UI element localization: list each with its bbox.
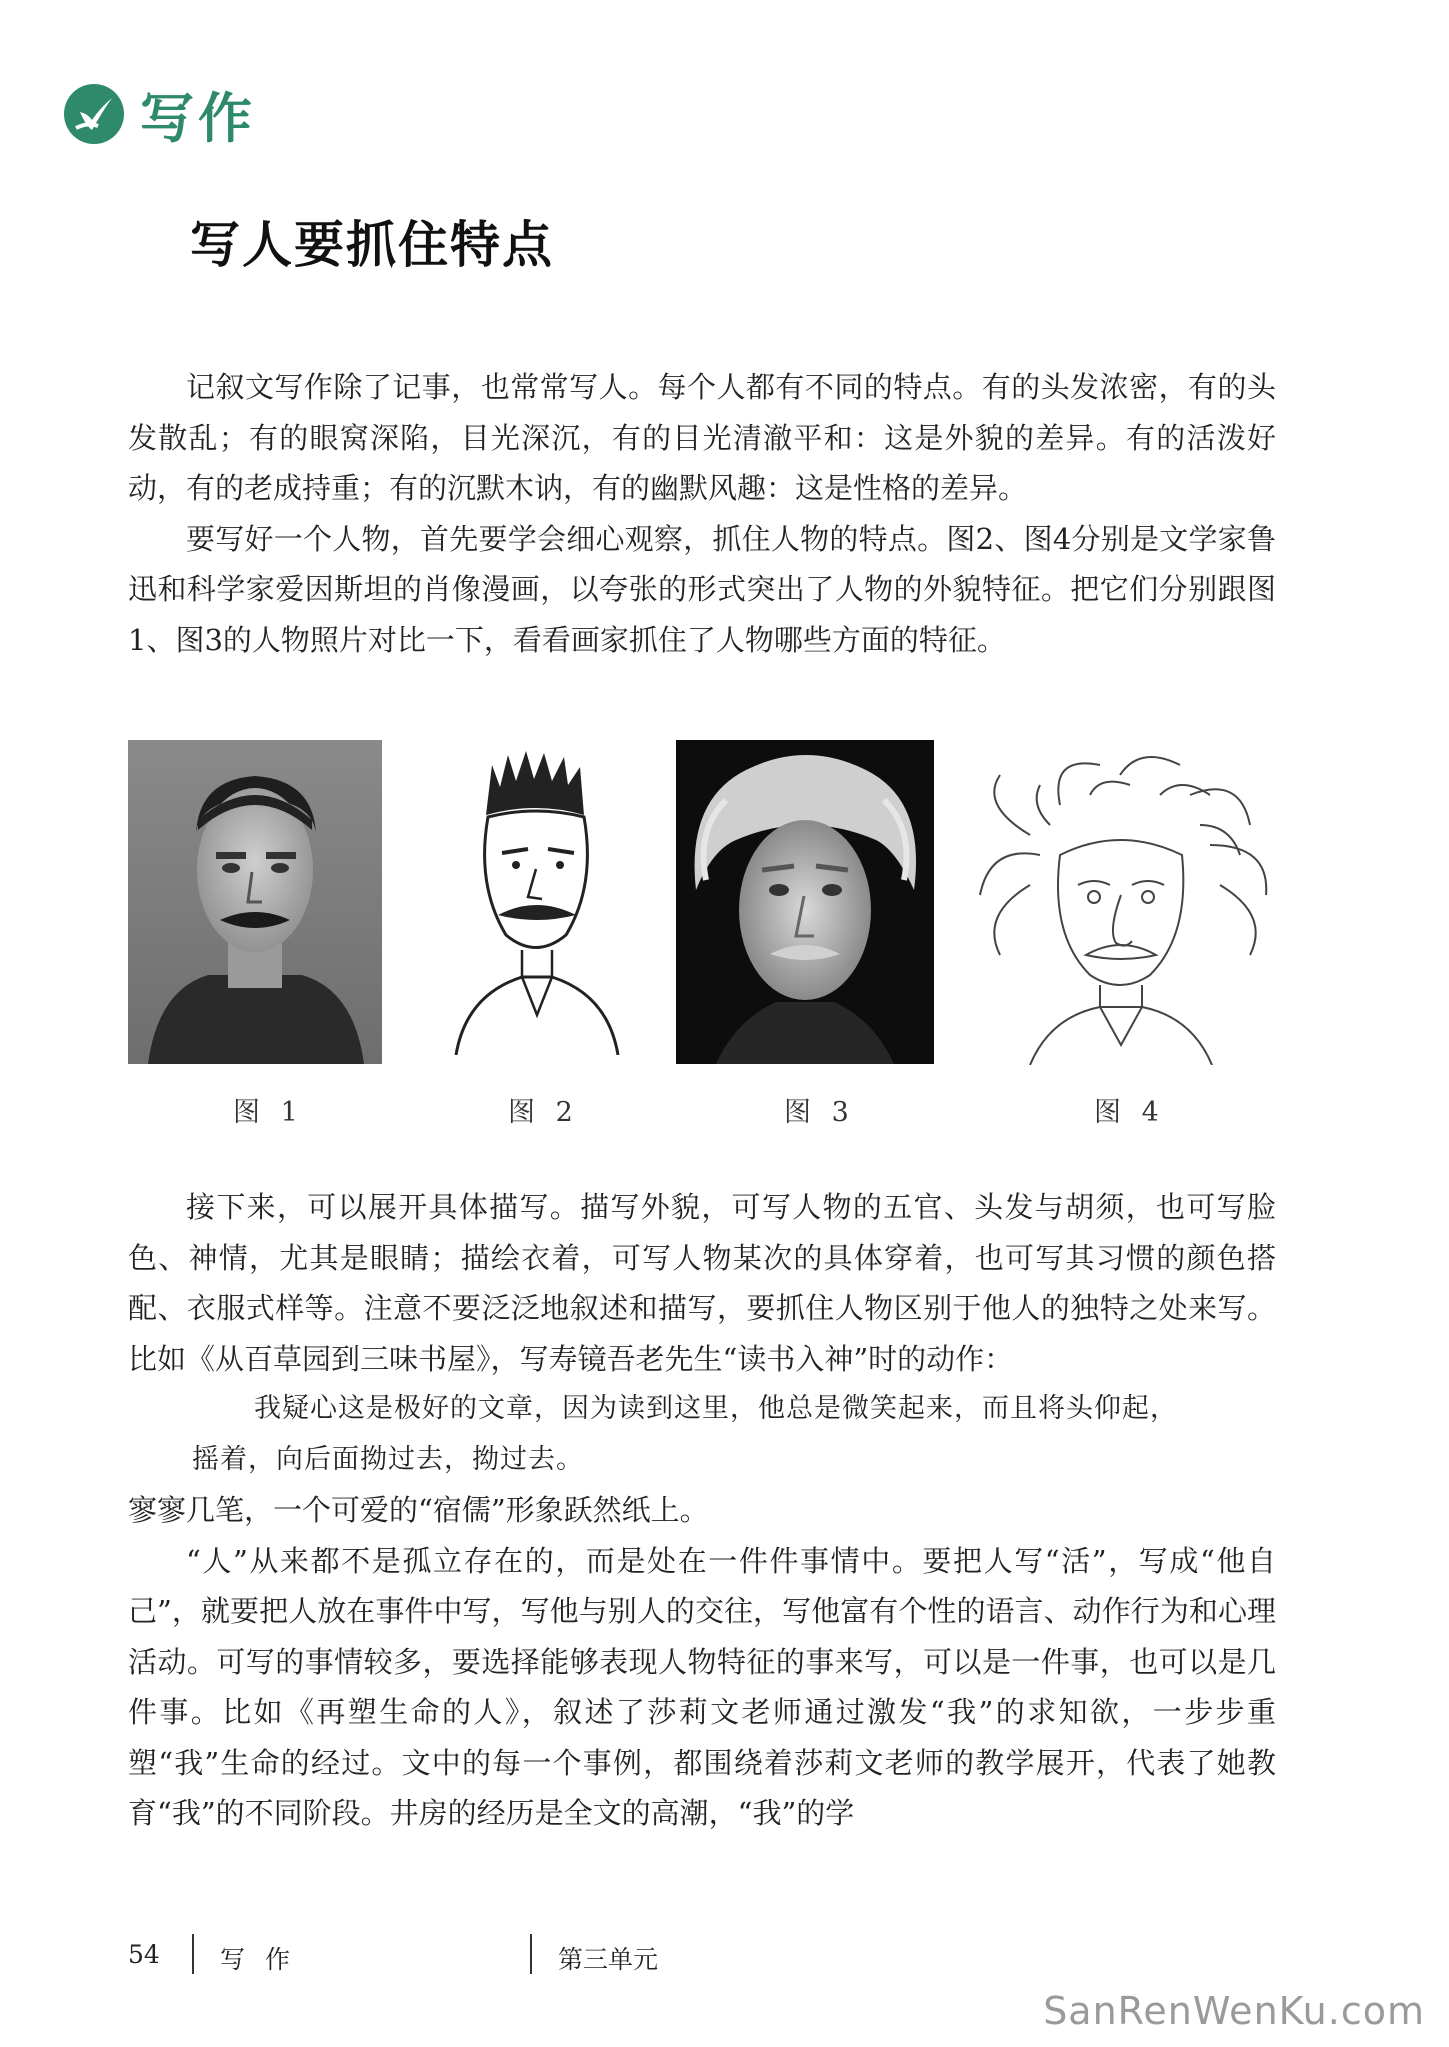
footer-divider bbox=[530, 1934, 532, 1974]
intro-text bbox=[128, 362, 1276, 665]
figure-1-photo bbox=[128, 740, 382, 1064]
footer-section: 写 作 bbox=[220, 1945, 296, 1974]
section-header bbox=[62, 74, 256, 154]
footer-unit: 第三单元 bbox=[558, 1945, 659, 1974]
block-quote bbox=[128, 1384, 1276, 1485]
figure-2-caption: 图 2 bbox=[508, 1097, 579, 1128]
watermark: SanRenWenKu.com bbox=[1043, 1989, 1425, 2033]
detail-paragraph-1: 接下来，可以展开具体描写。描写外貌，可写人物的五官、头发与胡须，也可写脸色、神情，尤其是眼睛；描绘衣着，可写人物某次的具体穿着，也可写其习惯的颜色搭配、衣服式样等。注意不要泛泛地叙述和描写，要抓住人物区别于他人的独特之处来写。比如《从百草园到三味书屋》，写寿镜吾老先生“读书入神”时的动作： bbox=[128, 1190, 1276, 1376]
intro-paragraph-2: 要写好一个人物，首先要学会细心观察，抓住人物的特点。图2、图4分别是文学家鲁迅和科学家爱因斯坦的肖像漫画，以夸张的形式突出了人物的外貌特征。把它们分别跟图1、图3的人物照片对比一下，看看画家抓住了人物哪些方面的特征。 bbox=[128, 521, 1276, 657]
section-title: 写作 bbox=[140, 86, 256, 150]
figure-4-caption: 图 4 bbox=[1094, 1097, 1165, 1128]
figure-2-caricature bbox=[436, 745, 636, 1055]
figure-4-caricature bbox=[970, 745, 1276, 1065]
footer-divider bbox=[192, 1934, 194, 1974]
writing-section-logo-icon bbox=[62, 82, 126, 146]
page-number: 54 bbox=[128, 1940, 160, 1969]
quote-line-1: 我疑心这是极好的文章，因为读到这里，他总是微笑起来，而且将头仰起， bbox=[254, 1393, 1178, 1424]
quote-line-2: 摇着，向后面拗过去，拗过去。 bbox=[192, 1443, 584, 1475]
figure-3-photo bbox=[676, 740, 934, 1064]
figure-1-caption: 图 1 bbox=[233, 1097, 304, 1128]
detail-paragraph-3: “人”从来都不是孤立存在的，而是处在一件件事情中。要把人写“活”，写成“他自己”，就要把人放在事件中写，写他与别人的交往，写他富有个性的语言、动作行为和心理活动。可写的事情较多，要选择能够表现人物特征的事来写，可以是一件事，也可以是几件事。比如《再塑生命的人》，叙述了莎莉文老师通过激发“我”的求知欲，一步步重塑“我”生命的经过。文中的每一个事例，都围绕着莎莉文老师的教学展开，代表了她教育“我”的不同阶段。井房的经历是全文的高潮，“我”的学 bbox=[128, 1543, 1276, 1830]
detail-text bbox=[128, 1182, 1276, 1839]
intro-paragraph-1: 记叙文写作除了记事，也常常写人。每个人都有不同的特点。有的头发浓密，有的头发散乱；有的眼窝深陷，目光深沉，有的目光清澈平和：这是外貌的差异。有的活泼好动，有的老成持重；有的沉默木讷，有的幽默风趣：这是性格的差异。 bbox=[128, 370, 1276, 505]
figure-3-caption: 图 3 bbox=[784, 1097, 855, 1128]
page-title: 写人要抓住特点 bbox=[190, 216, 554, 274]
detail-paragraph-2: 寥寥几笔，一个可爱的“宿儒”形象跃然纸上。 bbox=[128, 1493, 709, 1527]
